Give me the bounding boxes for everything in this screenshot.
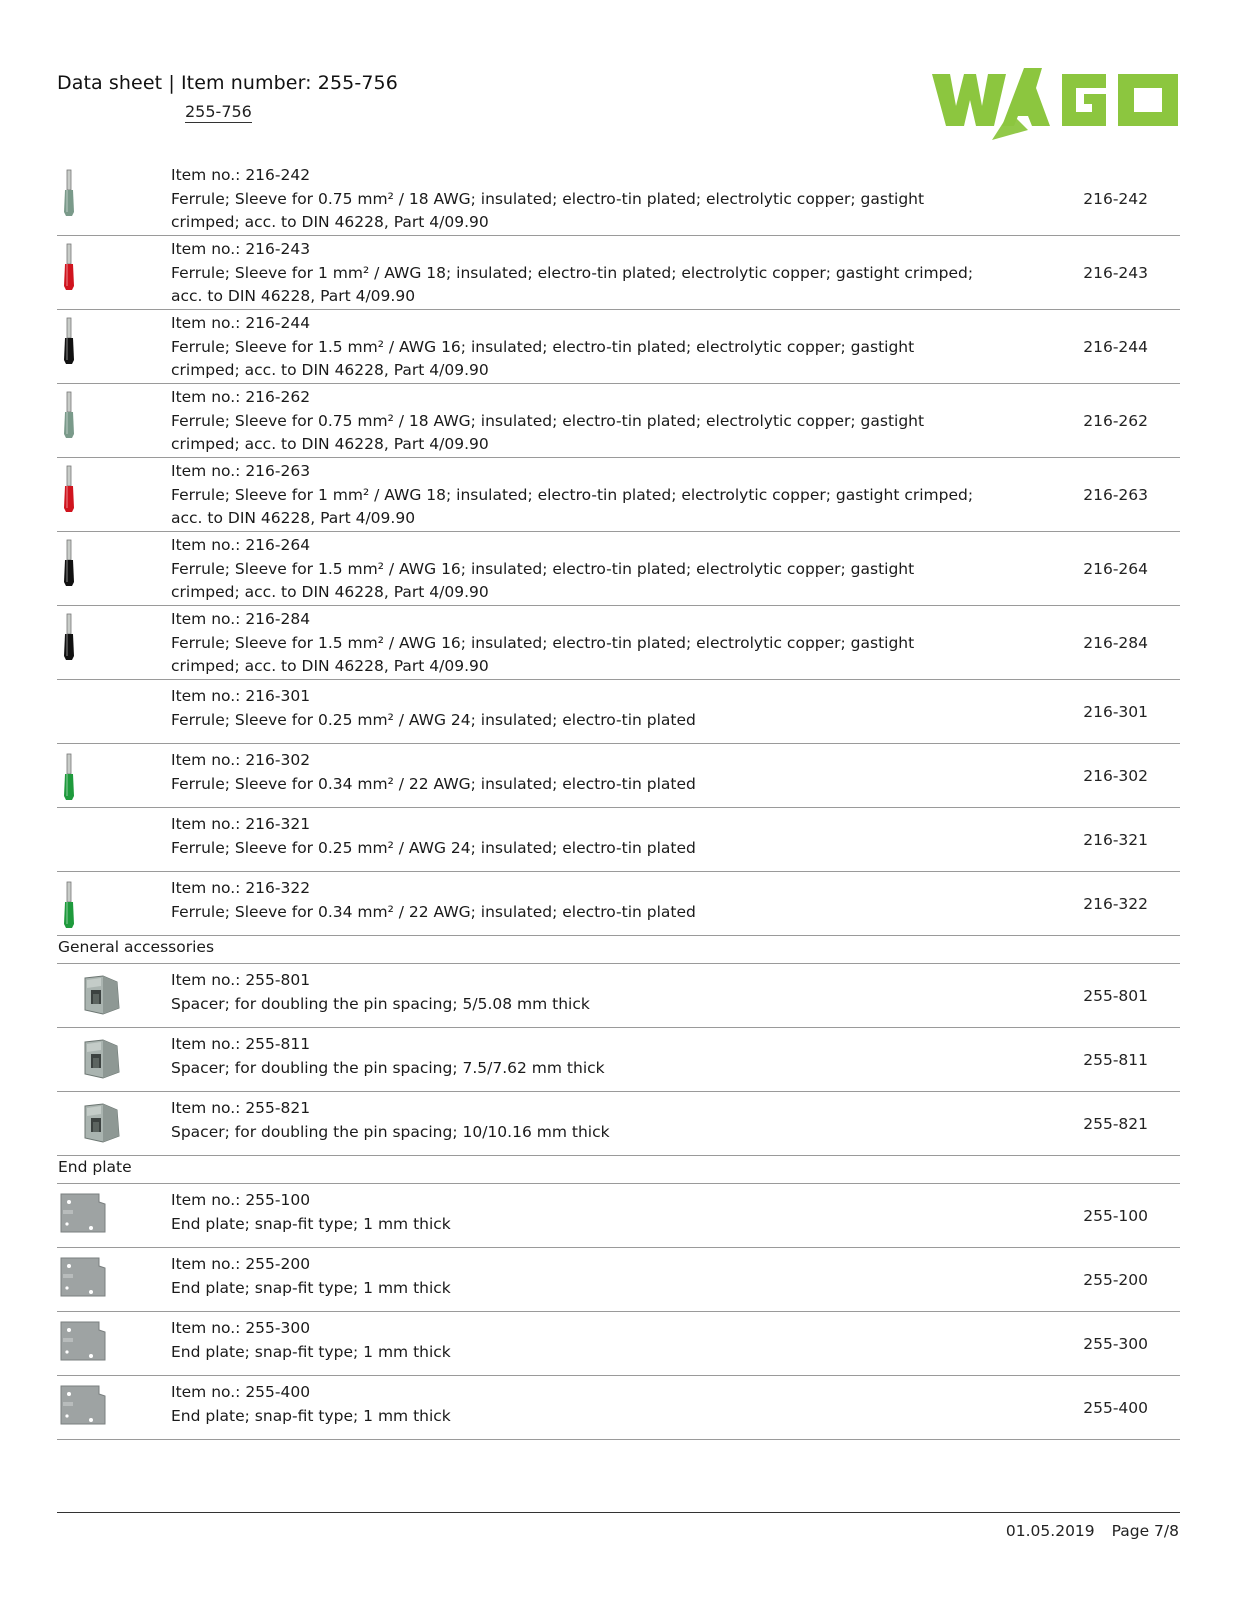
spacer-icon [57,1092,137,1155]
item-code[interactable]: 216-302 [1083,766,1148,785]
item-description: Ferrule; Sleeve for 0.75 mm² / 18 AWG; insulated; electro-tin plated; electrolytic copper; gastight crimped; acc. to DIN 46228, Part 4/09.90 [171,189,925,231]
end-plate-icon [57,1312,137,1375]
item-code[interactable]: 216-301 [1083,702,1148,721]
item-description: End plate; snap-fit type; 1 mm thick [171,1278,451,1297]
item-number: Item no.: 255-821 [171,1099,311,1117]
footer-date: 01.05.2019 [1005,1522,1095,1540]
item-number: Item no.: 255-801 [171,971,311,989]
list-item [57,1028,1180,1092]
item-description: Ferrule; Sleeve for 0.25 mm² / AWG 24; insulated; electro-tin plated [171,710,696,729]
ferrule-black-icon [57,606,137,679]
item-number: Item no.: 216-243 [171,240,311,258]
item-code[interactable]: 216-242 [1083,189,1148,208]
list-item [57,1092,1180,1156]
item-code[interactable]: 216-264 [1083,559,1148,578]
item-text [171,813,980,860]
list-item [57,1312,1180,1376]
ferrule-red-icon [57,458,137,531]
section-heading-general-accessories: General accessories [57,936,1180,964]
item-code[interactable]: 216-262 [1083,411,1148,430]
item-code[interactable]: 255-300 [1083,1334,1148,1353]
item-number: Item no.: 216-284 [171,610,311,628]
item-text [171,312,980,383]
page-footer [1006,1522,1179,1540]
item-number: Item no.: 216-321 [171,815,311,833]
list-item [57,310,1180,384]
footer-page-number: Page 7/8 [1111,1522,1179,1540]
list-item [57,1248,1180,1312]
list-item [57,872,1180,936]
list-item [57,808,1180,872]
item-number: Item no.: 216-262 [171,388,311,406]
ferrule-green-icon [57,744,137,807]
list-item [57,744,1180,808]
item-description: Spacer; for doubling the pin spacing; 10/10.16 mm thick [171,1122,610,1141]
accessory-list [57,162,1180,1440]
item-code[interactable]: 216-322 [1083,894,1148,913]
item-number: Item no.: 216-301 [171,687,311,705]
empty-thumbnail [57,680,137,743]
item-text [171,749,980,796]
list-item [57,236,1180,310]
item-number: Item no.: 216-322 [171,879,311,897]
item-code[interactable]: 216-244 [1083,337,1148,356]
item-number: Item no.: 216-264 [171,536,311,554]
list-item [57,458,1180,532]
item-text [171,164,980,235]
item-number: Item no.: 216-242 [171,166,311,184]
item-description: Ferrule; Sleeve for 1.5 mm² / AWG 16; insulated; electro-tin plated; electrolytic copper; gastight crimped; acc. to DIN 46228, Part 4/09.90 [171,559,915,601]
item-text [171,608,980,679]
item-text [171,1381,980,1428]
item-description: Ferrule; Sleeve for 1.5 mm² / AWG 16; insulated; electro-tin plated; electrolytic copper; gastight crimped; acc. to DIN 46228, Part 4/09.90 [171,337,915,379]
end-plate-icon [57,1184,137,1247]
item-text [171,238,980,309]
item-number: Item no.: 216-244 [171,314,311,332]
item-number: Item no.: 255-300 [171,1319,311,1337]
item-number: Item no.: 216-263 [171,462,311,480]
end-plate-icon [57,1248,137,1311]
item-description: Ferrule; Sleeve for 1.5 mm² / AWG 16; insulated; electro-tin plated; electrolytic copper; gastight crimped; acc. to DIN 46228, Part 4/09.90 [171,633,915,675]
item-text [171,534,980,605]
ferrule-black-icon [57,532,137,605]
item-code[interactable]: 255-801 [1083,986,1148,1005]
item-description: Ferrule; Sleeve for 0.25 mm² / AWG 24; insulated; electro-tin plated [171,838,696,857]
list-item [57,162,1180,236]
item-description: End plate; snap-fit type; 1 mm thick [171,1406,451,1425]
item-text [171,386,980,457]
list-item [57,1376,1180,1440]
ferrule-gray-icon [57,384,137,457]
spacer-icon [57,1028,137,1091]
page-title: Data sheet | Item number: 255-756 [57,72,398,94]
item-text [171,460,980,531]
section-heading-end-plate: End plate [57,1156,1180,1184]
ferrule-red-icon [57,236,137,309]
item-description: Ferrule; Sleeve for 0.34 mm² / 22 AWG; insulated; electro-tin plated [171,902,696,921]
page-header [57,72,1180,152]
item-description: Ferrule; Sleeve for 0.34 mm² / 22 AWG; insulated; electro-tin plated [171,774,696,793]
item-number-link[interactable]: 255-756 [185,102,252,121]
item-code[interactable]: 255-200 [1083,1270,1148,1289]
item-code[interactable]: 255-100 [1083,1206,1148,1225]
list-item [57,384,1180,458]
item-number: Item no.: 255-100 [171,1191,311,1209]
item-description: Spacer; for doubling the pin spacing; 7.5/7.62 mm thick [171,1058,605,1077]
ferrule-green-icon [57,872,137,935]
item-text [171,1189,980,1236]
list-item [57,532,1180,606]
ferrule-black-icon [57,310,137,383]
item-text [171,877,980,924]
item-description: Spacer; for doubling the pin spacing; 5/5.08 mm thick [171,994,590,1013]
item-code[interactable]: 255-811 [1083,1050,1148,1069]
item-code[interactable]: 255-400 [1083,1398,1148,1417]
list-item [57,1184,1180,1248]
item-text [171,1097,980,1144]
item-code[interactable]: 216-263 [1083,485,1148,504]
item-description: Ferrule; Sleeve for 1 mm² / AWG 18; insulated; electro-tin plated; electrolytic copper; gastight crimped; acc. to DIN 46228, Part 4/09.90 [171,263,974,305]
wago-logo [932,60,1180,142]
item-text [171,1033,980,1080]
item-number: Item no.: 255-400 [171,1383,311,1401]
item-description: End plate; snap-fit type; 1 mm thick [171,1214,451,1233]
item-number: Item no.: 216-302 [171,751,311,769]
item-code[interactable]: 216-284 [1083,633,1148,652]
item-text [171,685,980,732]
item-text [171,1317,980,1364]
list-item [57,680,1180,744]
item-code[interactable]: 216-321 [1083,830,1148,849]
footer-divider [57,1512,1180,1513]
item-number: Item no.: 255-811 [171,1035,311,1053]
spacer-icon [57,964,137,1027]
item-text [171,1253,980,1300]
ferrule-gray-icon [57,162,137,235]
item-code[interactable]: 216-243 [1083,263,1148,282]
end-plate-icon [57,1376,137,1439]
item-text [171,969,980,1016]
item-description: Ferrule; Sleeve for 1 mm² / AWG 18; insulated; electro-tin plated; electrolytic copper; gastight crimped; acc. to DIN 46228, Part 4/09.90 [171,485,974,527]
list-item [57,964,1180,1028]
empty-thumbnail [57,808,137,871]
item-code[interactable]: 255-821 [1083,1114,1148,1133]
item-description: Ferrule; Sleeve for 0.75 mm² / 18 AWG; insulated; electro-tin plated; electrolytic copper; gastight crimped; acc. to DIN 46228, Part 4/09.90 [171,411,925,453]
item-description: End plate; snap-fit type; 1 mm thick [171,1342,451,1361]
item-number: Item no.: 255-200 [171,1255,311,1273]
list-item [57,606,1180,680]
